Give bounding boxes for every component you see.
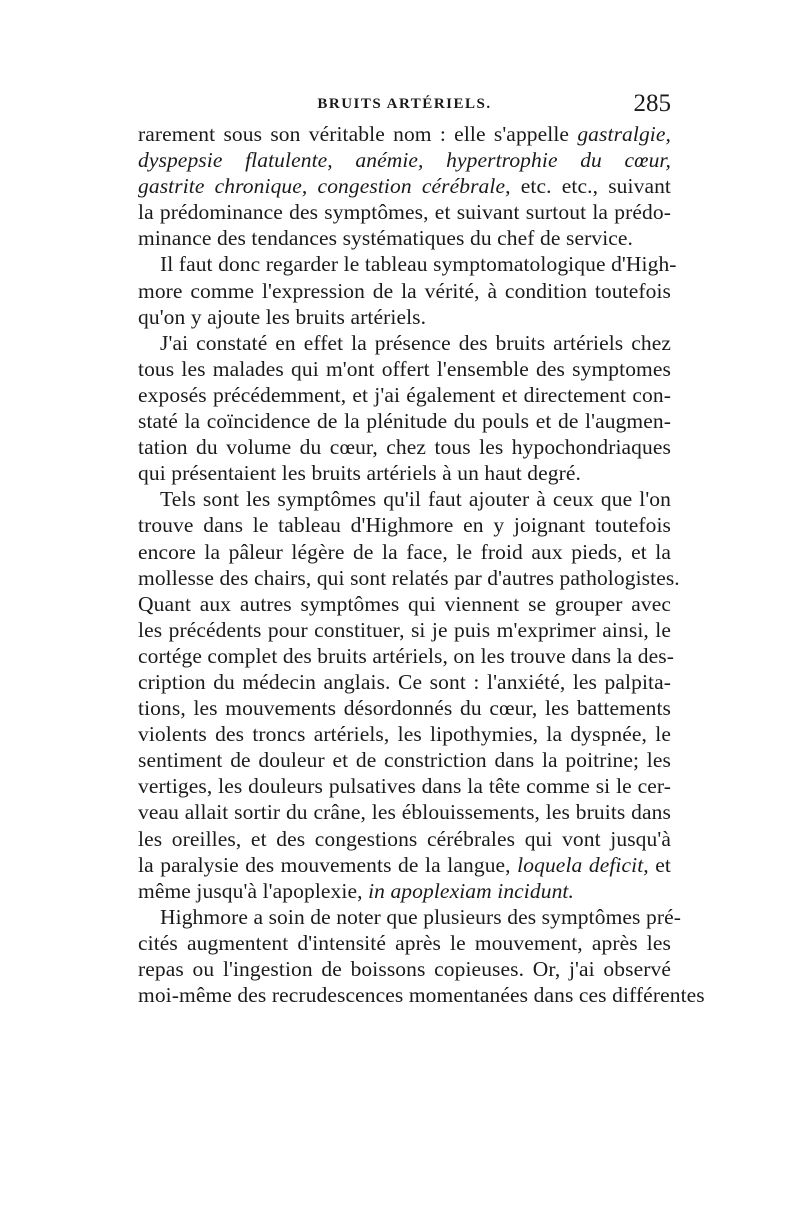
text-segment: trouve dans le tableau d'Highmore en y joignant toutefois xyxy=(138,513,671,538)
text-line xyxy=(138,643,674,669)
text-line xyxy=(138,591,671,617)
text-segment: tions, les mouvements désordonnés du cœur, les battements xyxy=(138,696,671,721)
text-segment: sentiment de douleur et de constriction dans la poitrine; les xyxy=(138,748,671,773)
text-segment: repas ou l'ingestion de boissons copieuses. Or, j'ai observé xyxy=(138,957,671,981)
text-segment: et xyxy=(648,852,672,877)
text-segment: la prédominance des symptômes, et suivant surtout la prédo- xyxy=(138,200,671,225)
text-line xyxy=(138,121,671,147)
text-segment: cités augmentent d'intensité après le mouvement, après les xyxy=(138,930,671,955)
text-segment: tation du volume du cœur, chez tous les hypochondriaques xyxy=(138,435,671,460)
text-line xyxy=(138,695,671,721)
text-line xyxy=(138,486,671,512)
text-line xyxy=(138,173,671,199)
italic-text: in apoplexiam incidunt. xyxy=(368,878,574,903)
text-line xyxy=(138,356,671,382)
text-line xyxy=(138,434,671,460)
text-segment: encore la pâleur légère de la face, le froid aux pieds, et la xyxy=(138,539,671,564)
text-line xyxy=(138,460,671,486)
text-segment: les précédents pour constituer, si je puis m'exprimer ainsi, le xyxy=(138,617,671,642)
text-line xyxy=(138,199,671,225)
text-segment: la paralysie des mouvements de la langue, xyxy=(138,852,518,877)
text-line xyxy=(138,304,671,330)
running-title: BRUITS ARTÉRIELS. xyxy=(317,96,492,112)
text-line xyxy=(138,904,681,930)
text-line xyxy=(138,278,671,304)
text-segment: Il faut donc regarder le tableau symptomatologique d'High- xyxy=(160,252,677,277)
text-segment: qui présentaient les bruits artériels à un haut degré. xyxy=(138,461,582,486)
italic-text: gastrite chronique, congestion cérébrale, xyxy=(138,174,511,199)
text-line xyxy=(138,747,671,773)
text-line xyxy=(138,878,671,904)
text-line xyxy=(138,982,705,1008)
text-segment: J'ai constaté en effet la présence des bruits artériels chez xyxy=(160,330,671,355)
italic-text: loquela deficit, xyxy=(517,852,649,877)
book-page xyxy=(138,90,705,1008)
text-line xyxy=(138,956,671,982)
text-line xyxy=(138,826,671,852)
text-segment: même jusqu'à l'apoplexie, xyxy=(138,878,369,903)
text-segment: qu'on y ajoute les bruits artériels. xyxy=(138,304,427,329)
text-segment: moi-même des recrudescences momentanées dans ces différentes xyxy=(138,983,705,1008)
text-line xyxy=(138,617,671,643)
text-line xyxy=(138,382,671,408)
italic-text: dyspepsie flatulente, anémie, hypertrophie du cœur, xyxy=(138,148,671,173)
text-line xyxy=(138,773,671,799)
text-segment: veau allait sortir du crâne, les éblouissements, les bruits dans xyxy=(138,800,671,825)
body-text xyxy=(138,121,705,1008)
text-line xyxy=(138,147,671,173)
text-segment: les oreilles, et des congestions cérébrales qui vont jusqu'à xyxy=(138,826,671,851)
page-header xyxy=(138,90,671,120)
text-segment: Tels sont les symptômes qu'il faut ajouter à ceux que l'on xyxy=(160,487,671,512)
text-segment: more comme l'expression de la vérité, à condition toutefois xyxy=(138,278,671,303)
text-line xyxy=(138,721,671,747)
text-segment: mollesse des chairs, qui sont relatés par d'autres pathologistes. xyxy=(138,565,680,590)
text-segment: vertiges, les douleurs pulsatives dans la tête comme si le cer- xyxy=(138,774,671,799)
text-line xyxy=(138,539,671,565)
italic-text: gastralgie, xyxy=(577,122,671,146)
text-line xyxy=(138,930,671,956)
page-number: 285 xyxy=(633,90,671,117)
text-line xyxy=(138,408,671,434)
text-line xyxy=(138,852,671,878)
text-segment: tous les malades qui m'ont offert l'ensemble des symptomes xyxy=(138,356,671,381)
text-segment: cription du médecin anglais. Ce sont : l'anxiété, les palpita- xyxy=(138,669,671,694)
text-segment: exposés précédemment, et j'ai également et directement con- xyxy=(138,382,671,407)
text-segment: etc. etc., suivant xyxy=(510,174,672,199)
text-segment: violents des troncs artériels, les lipothymies, la dyspnée, le xyxy=(138,722,671,747)
text-line xyxy=(138,330,671,356)
text-segment: rarement sous son véritable nom : elle s'appelle xyxy=(138,122,578,146)
text-segment: Quant aux autres symptômes qui viennent se grouper avec xyxy=(138,591,671,616)
text-line xyxy=(138,512,671,538)
text-segment: Highmore a soin de noter que plusieurs des symptômes pré- xyxy=(160,904,681,929)
text-line xyxy=(138,799,671,825)
text-line xyxy=(138,669,671,695)
text-line xyxy=(138,565,680,591)
text-line xyxy=(138,225,671,251)
text-line xyxy=(138,251,677,277)
text-segment: staté la coïncidence de la plénitude du pouls et de l'augmen- xyxy=(138,409,671,434)
text-segment: minance des tendances systématiques du chef de service. xyxy=(138,226,634,251)
text-segment: cortége complet des bruits artériels, on les trouve dans la des- xyxy=(138,643,674,668)
